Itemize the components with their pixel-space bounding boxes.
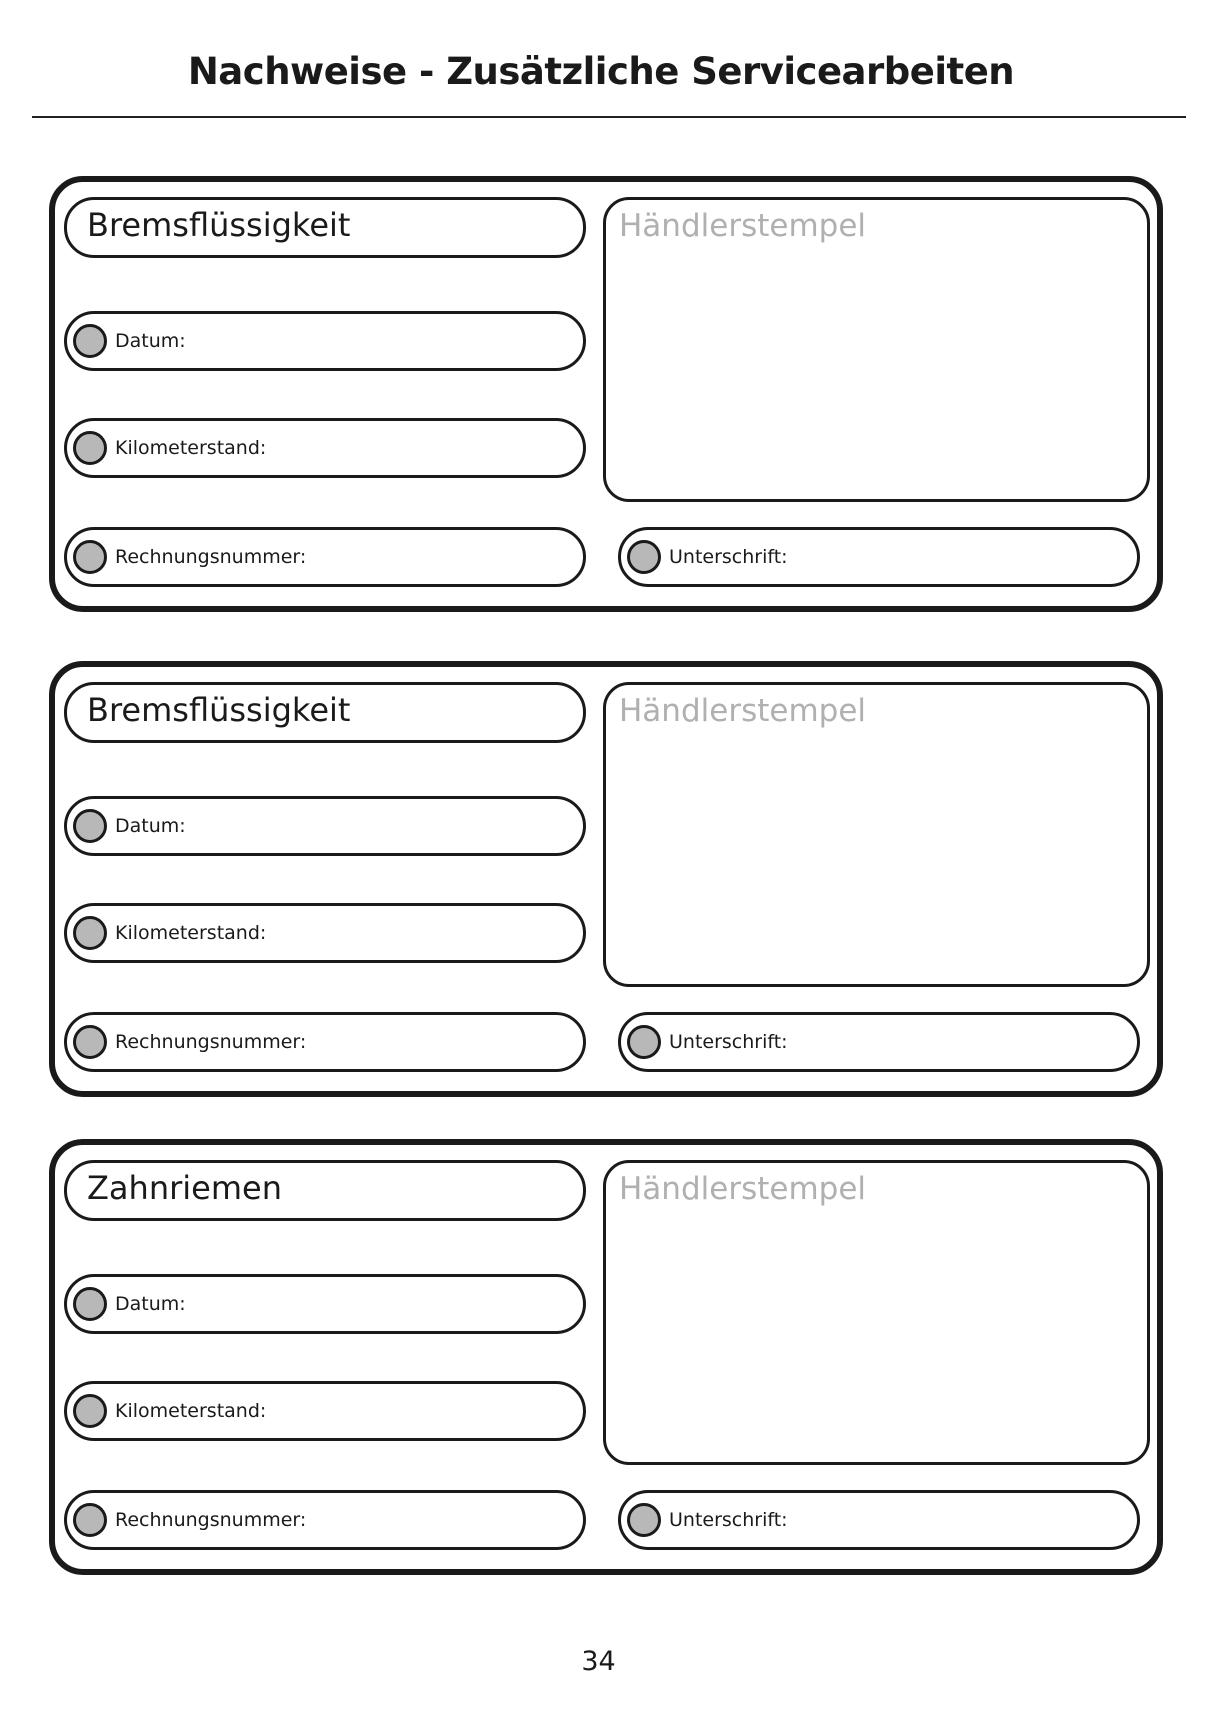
service-record-card [49, 176, 1163, 612]
date-field[interactable] [64, 1274, 586, 1334]
bullet-dot-icon [73, 809, 107, 843]
dealer-stamp-box[interactable] [603, 1160, 1150, 1465]
bullet-dot-icon [73, 1503, 107, 1537]
date-label: Datum: [115, 815, 186, 837]
signature-field[interactable] [618, 1012, 1140, 1072]
invoice-number-label: Rechnungsnummer: [115, 546, 307, 568]
invoice-number-label: Rechnungsnummer: [115, 1031, 307, 1053]
date-label: Datum: [115, 1293, 186, 1315]
bullet-dot-icon [73, 1394, 107, 1428]
bullet-dot-icon [73, 540, 107, 574]
date-field[interactable] [64, 796, 586, 856]
dealer-stamp-box[interactable] [603, 197, 1150, 502]
invoice-number-label: Rechnungsnummer: [115, 1509, 307, 1531]
signature-label: Unterschrift: [669, 1509, 788, 1531]
title-divider [32, 116, 1186, 118]
page-title: Nachweise - Zusätzliche Servicearbeiten [187, 50, 1015, 93]
bullet-dot-icon [627, 1503, 661, 1537]
signature-label: Unterschrift: [669, 1031, 788, 1053]
dealer-stamp-label: Händlerstempel [619, 1171, 867, 1207]
mileage-field[interactable] [64, 1381, 586, 1441]
mileage-label: Kilometerstand: [115, 437, 267, 459]
signature-field[interactable] [618, 527, 1140, 587]
signature-label: Unterschrift: [669, 546, 788, 568]
bullet-dot-icon [627, 540, 661, 574]
signature-field[interactable] [618, 1490, 1140, 1550]
dealer-stamp-box[interactable] [603, 682, 1150, 987]
service-title-pill [64, 682, 586, 743]
dealer-stamp-label: Händlerstempel [619, 693, 867, 729]
invoice-number-field[interactable] [64, 1012, 586, 1072]
service-title: Bremsflüssigkeit [87, 206, 351, 244]
mileage-label: Kilometerstand: [115, 1400, 267, 1422]
service-title: Zahnriemen [87, 1169, 282, 1207]
mileage-field[interactable] [64, 903, 586, 963]
date-label: Datum: [115, 330, 186, 352]
page-number: 34 [581, 1646, 616, 1677]
service-title-pill [64, 1160, 586, 1221]
invoice-number-field[interactable] [64, 527, 586, 587]
dealer-stamp-label: Händlerstempel [619, 208, 867, 244]
service-title-pill [64, 197, 586, 258]
service-record-card [49, 661, 1163, 1097]
bullet-dot-icon [73, 1025, 107, 1059]
mileage-label: Kilometerstand: [115, 922, 267, 944]
bullet-dot-icon [73, 324, 107, 358]
bullet-dot-icon [73, 1287, 107, 1321]
bullet-dot-icon [73, 916, 107, 950]
service-title: Bremsflüssigkeit [87, 691, 351, 729]
mileage-field[interactable] [64, 418, 586, 478]
invoice-number-field[interactable] [64, 1490, 586, 1550]
date-field[interactable] [64, 311, 586, 371]
bullet-dot-icon [73, 431, 107, 465]
service-record-card [49, 1139, 1163, 1575]
bullet-dot-icon [627, 1025, 661, 1059]
